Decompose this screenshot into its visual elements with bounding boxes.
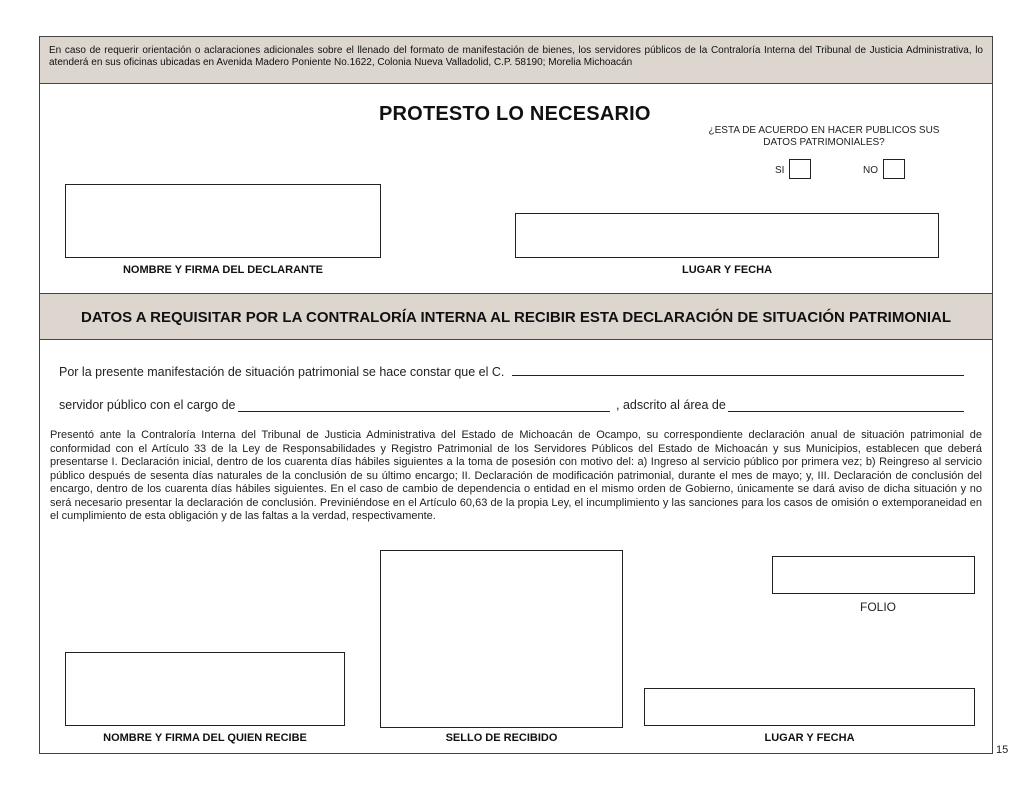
page-number: 15	[996, 744, 1009, 756]
seal-box	[380, 550, 623, 728]
statement-line-1: Por la presente manifestación de situación patrimonial se hace constar que el C.	[59, 365, 505, 379]
receipt-place-date-caption: LUGAR Y FECHA	[764, 732, 855, 744]
no-checkbox[interactable]	[883, 159, 905, 179]
place-date-caption: LUGAR Y FECHA	[681, 264, 773, 276]
contraloria-band	[40, 293, 992, 340]
no-label: NO	[863, 165, 878, 176]
receiver-signature-box[interactable]	[65, 652, 345, 726]
publish-question: ¿ESTA DE ACUERDO EN HACER PUBLICOS SUS DATOS PATRIMONIALES?	[708, 125, 940, 148]
area-field[interactable]	[728, 411, 964, 412]
receiver-caption: NOMBRE Y FIRMA DEL QUIEN RECIBE	[103, 732, 307, 744]
yes-label: SI	[775, 165, 785, 176]
servant-name-field[interactable]	[512, 375, 964, 376]
protesto-title: PROTESTO LO NECESARIO	[379, 103, 651, 125]
folio-box[interactable]	[772, 556, 975, 594]
yes-checkbox[interactable]	[789, 159, 811, 179]
area-label: , adscrito al área de	[616, 398, 726, 412]
declarant-signature-box[interactable]	[65, 184, 381, 258]
receipt-place-date-box[interactable]	[644, 688, 975, 726]
position-label: servidor público con el cargo de	[59, 398, 236, 412]
notice-text: En caso de requerir orientación o aclaraciones adicionales sobre el llenado del formato de manifestación de bienes, los servidores públicos de la Contraloría Interna del Tribunal de Justicia Administrativa, lo atenderá en sus oficinas ubicadas en Avenida Madero Poniente No.1622, Colonia Nueva Valladolid, C.P. 58190; Morelia Michoacán	[49, 45, 983, 68]
declarant-caption: NOMBRE Y FIRMA DEL DECLARANTE	[122, 264, 324, 276]
contraloria-title: DATOS A REQUISITAR POR LA CONTRALORÍA INTERNA AL RECIBIR ESTA DECLARACIÓN DE SITUACIÓN PATRIMONIAL	[81, 309, 951, 326]
position-field[interactable]	[238, 411, 610, 412]
folio-label: FOLIO	[860, 600, 897, 614]
notice-band	[40, 37, 992, 84]
place-date-box[interactable]	[515, 213, 939, 258]
form-frame	[39, 36, 993, 754]
seal-caption: SELLO DE RECIBIDO	[445, 732, 558, 744]
legal-paragraph: Presentó ante la Contraloría Interna del Tribunal de Justicia Administrativa del Estado de Michoacán de Ocampo, su correspondiente declaración anual de situación patrimonial de conformidad con el Artículo 33 de la Ley de Responsabilidades y Registro Patrimonial de los Servidores Públicos del Estado de Michoacán y sus Municipios, establecen que deberá presentarse I. Declaración inicial, dentro de los cuarenta días hábiles siguientes a la toma de posesión con motivo del: a) Ingreso al servicio público por primera vez; b) Reingreso al servicio público después de sesenta días naturales de la conclusión de su último encargo; II. Declaración de modificación patrimonial, durante el mes de mayo; y, III. Declaración de conclusión del encargo, dentro de los cuarenta días hábiles siguientes. En el caso de cambio de dependencia o entidad en el mismo orden de Gobierno, únicamente se dará aviso de dicha situación y no será necesario presentar la declaración de conclusión. Previniéndose en el Artículo 60,63 de la propia Ley, el incumplimiento y las sanciones para los casos de omisión o extemporaneidad en el cumplimiento de esta obligación y de las faltas a la verdad, respectivamente.	[50, 429, 982, 522]
